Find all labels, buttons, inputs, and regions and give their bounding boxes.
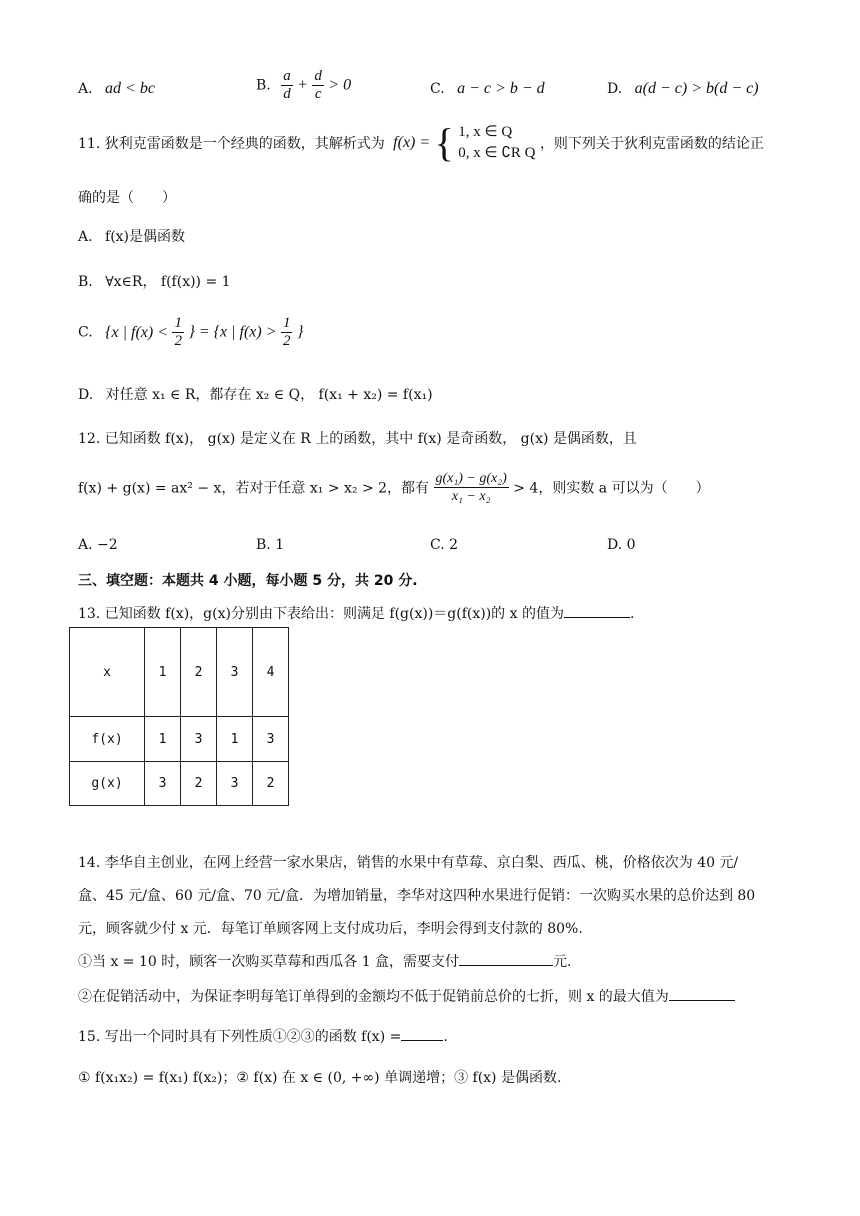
q12-stem-line2: f(x) + g(x) = ax² − x，若对于任意 x₁ > x₂ > 2，都有 $\frac{\text{g(x₁) − g(x₂)}}{\text{x₁ − x₂}}$ > 4，则实数 a 可以为（ ）: [78, 471, 710, 504]
table-cell: 2: [253, 762, 289, 806]
option-label: B.: [256, 77, 271, 94]
option-expr: ad < bc: [105, 80, 155, 97]
answer-blank: [459, 951, 553, 966]
table-cell: 2: [181, 628, 217, 717]
function-table: [69, 627, 289, 806]
q10-option-d: [607, 80, 759, 98]
q11-stem: 11. 狄利克雷函数是一个经典的函数，其解析式为 f(x) = { 1, x ∈ Q 0, x ∈ ∁R Q ，则下列关于狄利克雷函数的结论正: [78, 120, 764, 165]
table-cell: g(x): [70, 762, 145, 806]
table-cell: f(x): [70, 717, 145, 762]
table-cell: 1: [145, 717, 181, 762]
option-label: A.: [78, 81, 93, 97]
answer-blank: [401, 1026, 443, 1041]
piecewise-cases: 1, x ∈ Q 0, x ∈ ∁R Q: [458, 124, 536, 161]
q12-option-a: A. −2: [78, 537, 118, 553]
q11-option-b: B. ∀x∈R， f(f(x)) = 1: [78, 274, 231, 290]
q14-stem-line1: 14. 李华自主创业，在网上经营一家水果店，销售的水果中有草莓、京白梨、西瓜、桃，价格依次为 40 元/: [78, 855, 739, 871]
answer-blank: [564, 603, 630, 618]
q14-sub2: ②在促销活动中，为保证李明每笔订单得到的金额均不低于促销前总价的七折，则 x 的最大值为: [78, 986, 735, 1006]
q11-option-d: D. 对任意 x₁ ∈ R，都存在 x₂ ∈ Q， f(x₁ + x₂) = f(x₁): [78, 387, 433, 403]
table-row: [70, 762, 289, 806]
difference-quotient: $\frac{\text{g(x₁) − g(x₂)}}{\text{x₁ − x₂}}$: [435, 471, 507, 504]
fraction-a-over-d: $\frac{a}{d}$: [283, 68, 291, 102]
table-cell: 1: [217, 717, 253, 762]
table-cell: 4: [253, 628, 289, 717]
q10-option-c: [430, 80, 545, 98]
table-row: [70, 628, 289, 717]
table-cell: 3: [217, 628, 253, 717]
q14-stem-line3: 元，顾客就少付 x 元．每笔订单顾客网上支付成功后，李明会得到支付款的 80%.: [78, 921, 583, 937]
q12-stem-line1: 12. 已知函数 f(x)， g(x) 是定义在 R 上的函数，其中 f(x) 是奇函数， g(x) 是偶函数，且: [78, 431, 637, 447]
fraction-one-half: $\frac{1}{2}$: [282, 315, 291, 349]
table-cell: 3: [253, 717, 289, 762]
q10-option-b: B. $\frac{a}{d}$ + $\frac{d}{c}$ > 0: [256, 68, 352, 102]
table-cell: 3: [145, 762, 181, 806]
q15-properties: ① f(x₁x₂) = f(x₁) f(x₂)；② f(x) 在 x ∈ (0, +∞) 单调递增；③ f(x) 是偶函数.: [78, 1070, 562, 1086]
table-cell: 3: [181, 717, 217, 762]
q11-option-a: A. f(x)是偶函数: [78, 229, 186, 245]
q11-stem-line2: 确的是（ ）: [78, 190, 176, 206]
q15-stem: 15. 写出一个同时具有下列性质①②③的函数 f(x) = .: [78, 1026, 448, 1046]
table-cell: 2: [181, 762, 217, 806]
option-expr: a(d − c) > b(d − c): [634, 80, 759, 97]
q12-option-b: B. 1: [256, 537, 285, 553]
table-cell: x: [70, 628, 145, 717]
section-heading: 三、填空题：本题共 4 小题，每小题 5 分，共 20 分.: [78, 573, 418, 589]
q12-option-d: D. 0: [607, 537, 636, 553]
fraction-one-half: $\frac{1}{2}$: [174, 315, 182, 349]
fraction-d-over-c: $\frac{d}{c}$: [314, 68, 322, 102]
option-label: C.: [430, 81, 445, 97]
q13-stem: 13. 已知函数 f(x)，g(x)分别由下表给出：则满足 f(g(x))＝g(f(x))的 x 的值为 .: [78, 603, 634, 623]
option-label: D.: [607, 81, 623, 97]
q14-sub1: ①当 x = 10 时，顾客一次购买草莓和西瓜各 1 盒，需要支付 元.: [78, 951, 572, 971]
answer-blank: [669, 986, 735, 1001]
option-expr: a − c > b − d: [457, 80, 545, 97]
q11-option-c: C. {x | f(x) < $\frac{1}{2}$ } = {x | f(x) > $\frac{1}{2}$ }: [78, 315, 304, 349]
piecewise-brace: {: [434, 120, 454, 165]
table-cell: 3: [217, 762, 253, 806]
table-cell: 1: [145, 628, 181, 717]
q10-option-a: [78, 80, 155, 98]
q14-stem-line2: 盒、45 元/盒、60 元/盒、70 元/盒．为增加销量，李华对这四种水果进行促销：一次购买水果的总价达到 80: [78, 888, 756, 904]
table-row: [70, 717, 289, 762]
q12-option-c: C. 2: [430, 537, 459, 553]
